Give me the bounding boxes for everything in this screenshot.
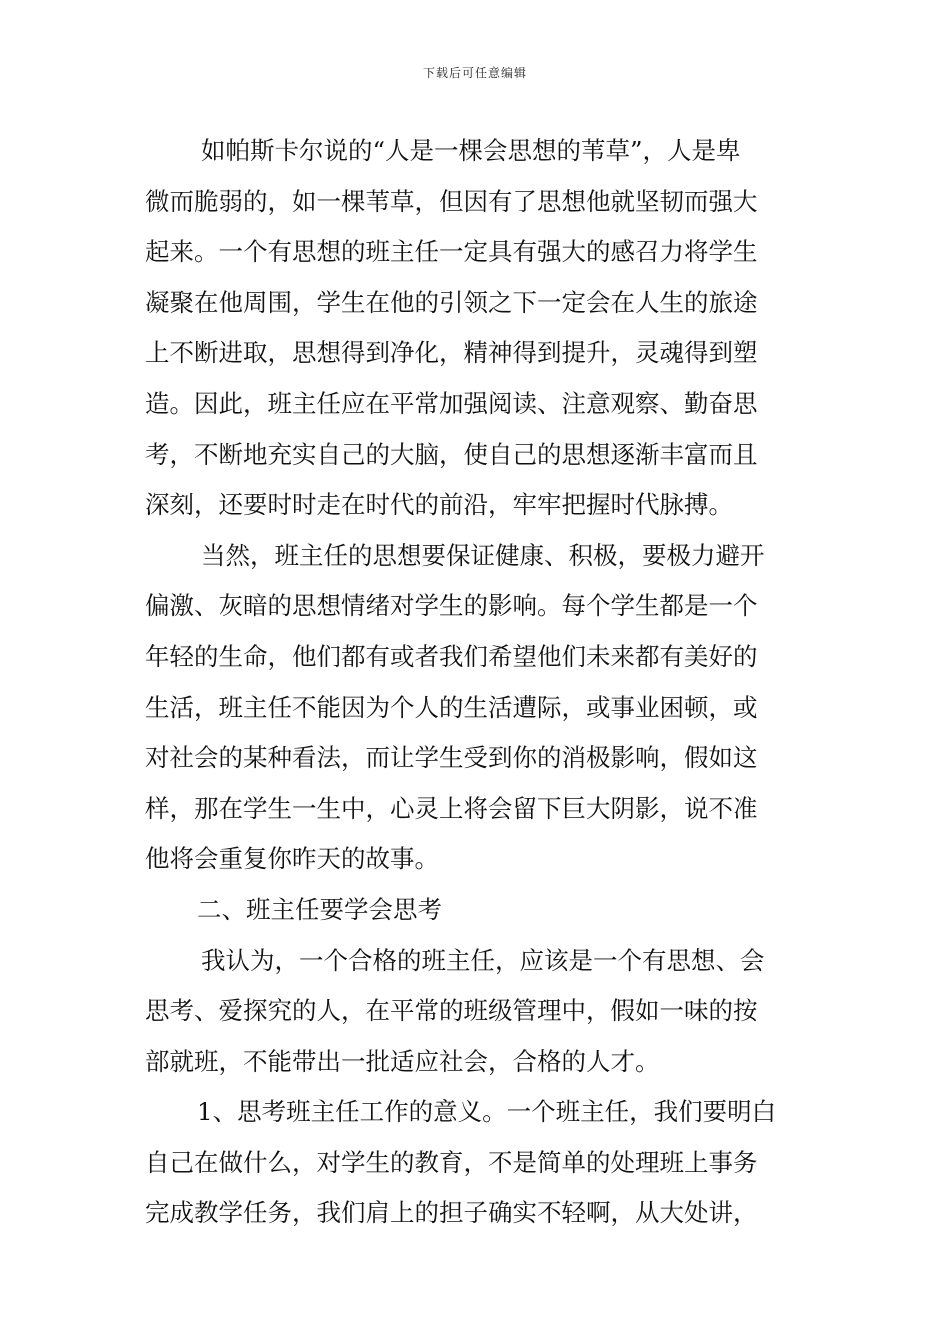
text-line: 样，那在学生一生中，心灵上将会留下巨大阴影，说不准: [145, 793, 758, 823]
text-line: 我认为，一个合格的班主任，应该是一个有思想、会: [201, 945, 765, 975]
text-line: 思考、爱探究的人，在平常的班级管理中，假如一味的按: [145, 996, 758, 1026]
text-line: 凝聚在他周围，学生在他的引领之下一定会在人生的旅途: [145, 287, 758, 317]
text-line: 他将会重复你昨天的故事。: [145, 844, 439, 874]
text-line: 微而脆弱的，如一棵苇草，但因有了思想他就坚韧而强大: [145, 186, 758, 216]
section-heading-text: 二、班主任要学会思考: [197, 894, 442, 924]
paragraph: [145, 936, 809, 1088]
text-line: 当然，班主任的思想要保证健康、积极，要极力避开: [201, 540, 765, 570]
text-line: 年轻的生命，他们都有或者我们希望他们未来都有美好的: [145, 641, 758, 671]
text-line: 起来。一个有思想的班主任一定具有强大的感召力将学生: [145, 237, 758, 267]
page-header: 下载后可任意编辑: [422, 66, 527, 80]
paragraph: [145, 126, 809, 531]
text-line: 考，不断地充实自己的大脑，使自己的思想逐渐丰富而且: [145, 439, 758, 469]
section-heading: [145, 885, 809, 936]
text-line: 上不断进取，思想得到净化，精神得到提升，灵魂得到塑: [145, 338, 758, 368]
document-body: [145, 126, 809, 1239]
text-line: 深刻，还要时时走在时代的前沿，牢牢把握时代脉搏。: [145, 490, 733, 520]
text-line: 自己在做什么，对学生的教育，不是简单的处理班上事务: [145, 1147, 758, 1177]
paragraph: [145, 531, 809, 885]
text-line: 对社会的某种看法，而让学生受到你的消极影响，假如这: [145, 743, 758, 773]
text-line: 偏激、灰暗的思想情绪对学生的影响。每个学生都是一个: [145, 591, 758, 621]
text-line: 1、思考班主任工作的意义。一个班主任，我们要明白: [197, 1097, 777, 1127]
text-line: 如帕斯卡尔说的“人是一棵会思想的苇草”，人是卑: [201, 136, 741, 165]
text-line: 造。因此，班主任应在平常加强阅读、注意观察、勤奋思: [145, 388, 758, 418]
text-line: 部就班，不能带出一批适应社会，合格的人才。: [145, 1046, 660, 1076]
text-line: 生活，班主任不能因为个人的生活遭际，或事业困顿，或: [145, 692, 758, 722]
paragraph: [145, 1087, 809, 1239]
text-line: 完成教学任务，我们肩上的担子确实不轻啊，从大处讲，: [145, 1198, 758, 1228]
